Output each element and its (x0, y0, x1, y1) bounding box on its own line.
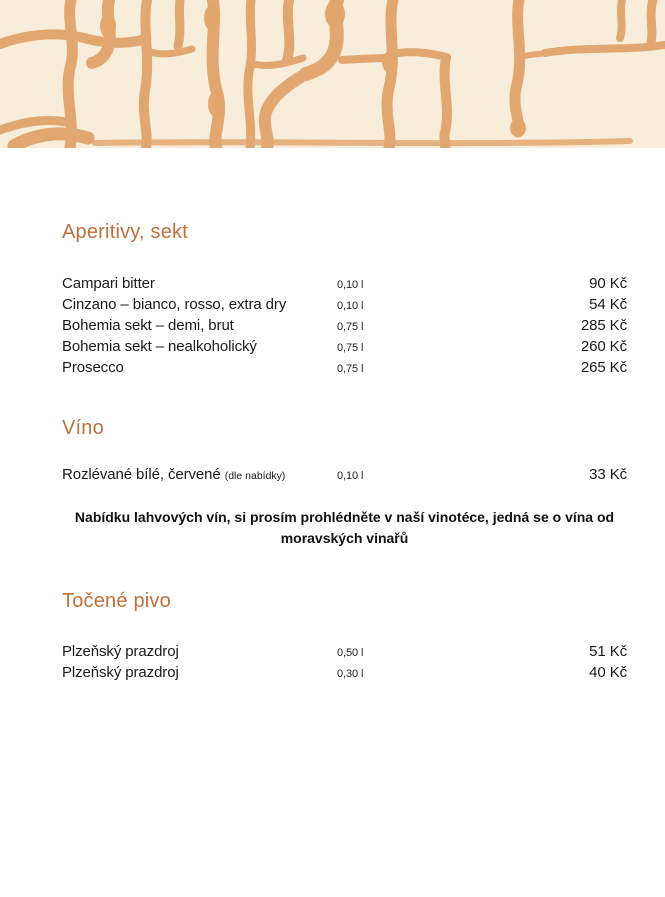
crackle-texture-graphic (0, 0, 665, 148)
item-name: Cinzano – bianco, rosso, extra dry (62, 296, 287, 313)
item-price: 90 Kč (589, 275, 627, 292)
menu-item-row (62, 296, 627, 317)
item-name-note: (dle nabídky) (224, 470, 286, 482)
item-volume: 0,75 l (337, 363, 364, 375)
section-heading-aperitivy: Aperitivy, sekt (62, 221, 188, 243)
item-name-main: Rozlévané bílé, červené (62, 466, 221, 483)
menu-item-row (62, 359, 627, 380)
item-price: 33 Kč (589, 466, 627, 483)
menu-item-list (62, 643, 627, 685)
item-name: Prosecco (62, 359, 124, 376)
menu-item-row (62, 338, 627, 359)
item-price: 40 Kč (589, 664, 627, 681)
item-volume: 0,75 l (337, 342, 364, 354)
item-volume: 0,10 l (337, 300, 364, 312)
item-price: 51 Kč (589, 643, 627, 660)
menu-item-row (62, 466, 627, 487)
item-price: 54 Kč (589, 296, 627, 313)
item-price: 265 Kč (580, 359, 627, 376)
item-volume: 0,30 l (337, 668, 364, 680)
menu-item-list (62, 275, 627, 380)
item-price: 260 Kč (580, 338, 627, 355)
menu-item-row (62, 643, 627, 664)
item-name: Campari bitter (62, 275, 155, 292)
item-volume: 0,75 l (337, 321, 364, 333)
item-name: Bohemia sekt – nealkoholický (62, 338, 257, 355)
item-volume: 0,50 l (337, 647, 364, 659)
item-name: Plzeňský prazdroj (62, 643, 179, 660)
item-name: Bohemia sekt – demi, brut (62, 317, 234, 334)
item-volume: 0,10 l (337, 279, 364, 291)
menu-item-row (62, 275, 627, 296)
menu-item-row (62, 664, 627, 685)
menu-item-row (62, 317, 627, 338)
menu-content (62, 219, 627, 685)
item-volume: 0,10 l (337, 470, 364, 482)
header-texture-image (0, 0, 665, 148)
menu-item-list (62, 466, 627, 487)
wine-note: Nabídku lahvových vín, si prosím prohlédněte v naší vinotéce, jedná se o vína od moravských vinařů (74, 509, 615, 546)
section-heading-vino: Víno (62, 417, 104, 439)
section-heading-pivo: Točené pivo (62, 590, 171, 612)
item-name: Plzeňský prazdroj (62, 664, 179, 681)
item-price: 285 Kč (580, 317, 627, 334)
item-name (62, 466, 337, 483)
